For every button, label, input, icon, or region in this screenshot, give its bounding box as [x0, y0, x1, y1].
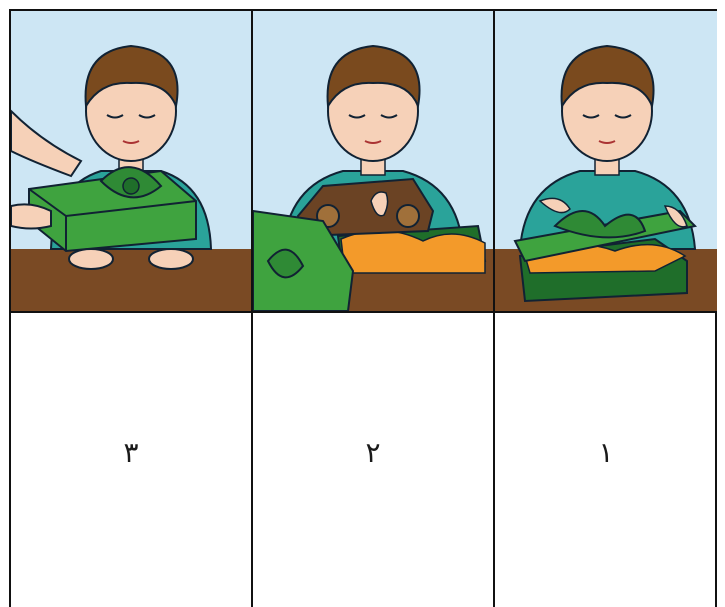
- boy-with-toy-car-illustration: [253, 11, 493, 311]
- panel-2-number: ٢: [365, 436, 381, 469]
- panel-1-image: [495, 11, 717, 311]
- panel-3-number: ٣: [123, 436, 139, 469]
- panel-3-image: [11, 11, 251, 311]
- divider-1: [251, 11, 253, 607]
- divider-2: [493, 11, 495, 607]
- panel-2-image: [253, 11, 493, 311]
- row-divider: [11, 311, 715, 313]
- story-sequence-grid: [9, 9, 717, 607]
- boy-receiving-gift-illustration: [11, 11, 251, 311]
- panel-1-number: ١: [598, 436, 614, 469]
- boy-opening-gift-illustration: [495, 11, 717, 311]
